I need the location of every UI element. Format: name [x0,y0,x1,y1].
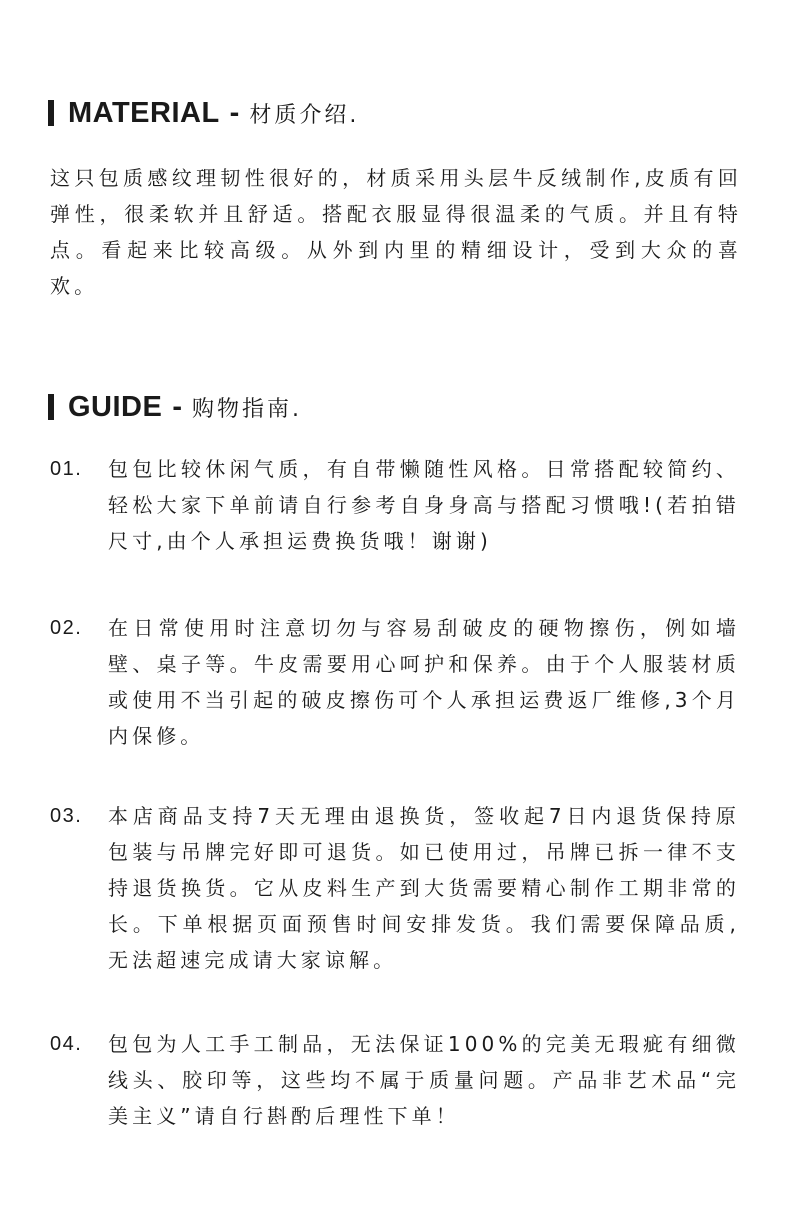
guide-item-number: 02. [50,617,83,639]
heading-bar [48,100,54,126]
guide-heading-en: GUIDE [68,390,163,423]
guide-heading-separator: - [172,390,183,423]
guide-heading [48,390,302,424]
material-heading [48,96,359,130]
material-description: 这只包质感纹理韧性很好的，材质采用头层牛反绒制作,皮质有回弹性，很柔软并且舒适。搭配衣服显得很温柔的气质。并且有特点。看起来比较高级。从外到内里的精细设计，受到大众的喜欢。 [50,166,742,298]
guide-item-text: 本店商品支持7天无理由退换货，签收起7日内退货保持原包装与吊牌完好即可退货。如已使用过，吊牌已拆一律不支持退货换货。它从皮料生产到大货需要精心制作工期非常的长。下单根据页面预售时间安排发货。我们需要保障品质,无法超速完成请大家谅解。 [108,804,740,972]
guide-item-text: 包包比较休闲气质，有自带懒随性风格。日常搭配较简约、轻松大家下单前请自行参考自身身高与搭配习惯哦!(若拍错尺寸,由个人承担运费换货哦！谢谢) [108,457,740,553]
material-heading-cn: 材质介绍. [249,102,360,128]
material-heading-en: MATERIAL [68,96,220,129]
heading-bar [48,394,54,420]
guide-item-number: 04. [50,1033,83,1055]
guide-item-03 [50,798,742,978]
guide-heading-cn: 购物指南. [192,396,303,422]
guide-item-number: 03. [50,805,83,827]
guide-item-04 [50,1026,742,1134]
guide-item-text: 在日常使用时注意切勿与容易刮破皮的硬物擦伤，例如墙壁、桌子等。牛皮需要用心呵护和保养。由于个人服装材质或使用不当引起的破皮擦伤可个人承担运费返厂维修,3个月内保修。 [108,616,740,748]
guide-item-02 [50,610,742,754]
guide-item-text: 包包为人工手工制品，无法保证100%的完美无瑕疵有细微线头、胶印等，这些均不属于质量问题。产品非艺术品“完美主义”请自行斟酌后理性下单！ [108,1032,740,1128]
material-heading-separator: - [229,96,240,129]
guide-item-number: 01. [50,458,83,480]
guide-item-01 [50,451,742,559]
